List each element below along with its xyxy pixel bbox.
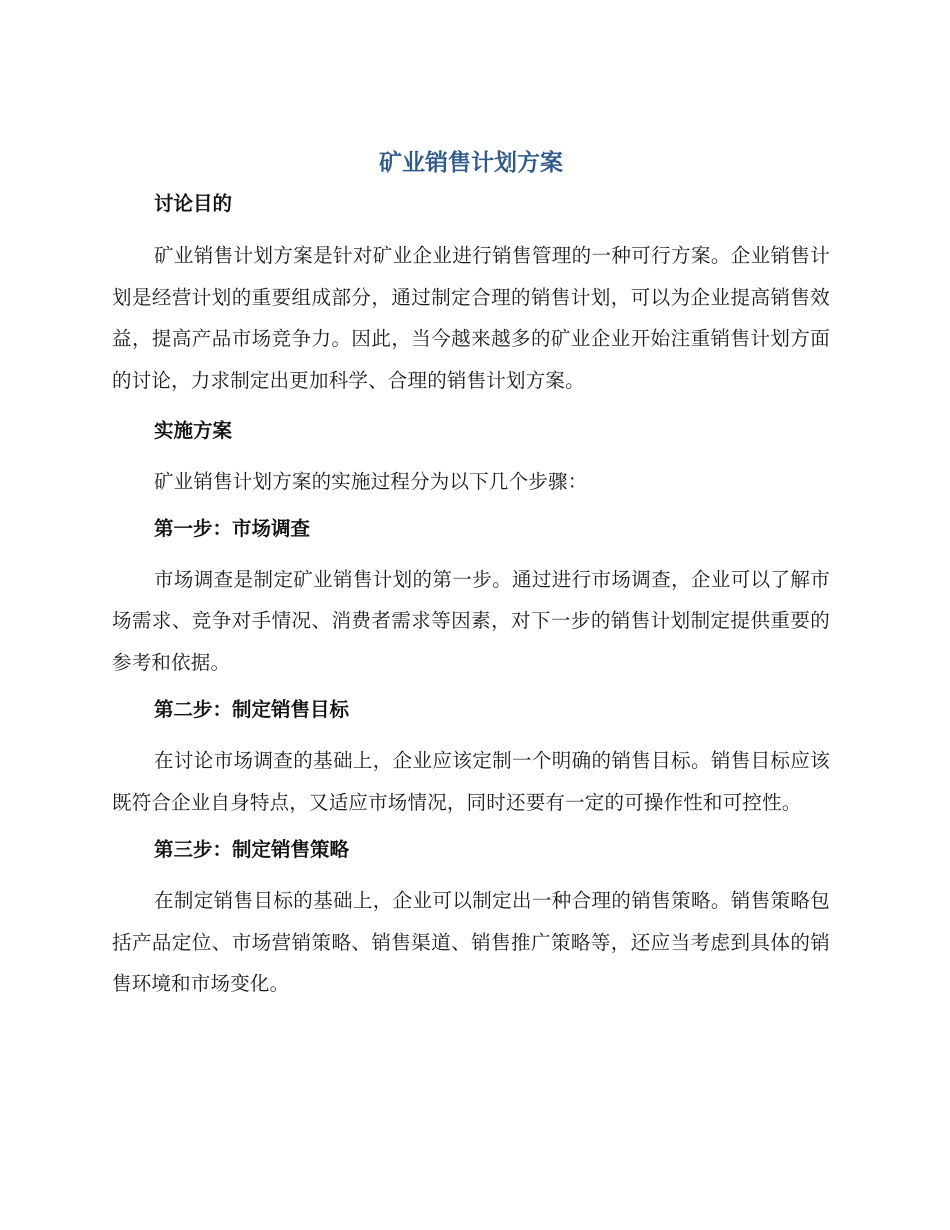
section-body-implementation: 矿业销售计划方案的实施过程分为以下几个步骤： [154,470,588,493]
document-page [112,146,830,1005]
section-body-step1: 市场调查是制定矿业销售计划的第一步。通过进行市场调查，企业可以了解市场需求、竞争对手情况、消费者需求等因素，对下一步的销售计划制定提供重要的参考和依据。 [112,567,830,674]
section-heading-step1: 第一步：市场调查 [154,516,311,540]
section-heading-implementation: 实施方案 [154,419,233,442]
section-heading-step2: 第二步：制定销售目标 [154,698,350,721]
section-body-purpose: 矿业销售计划方案是针对矿业企业进行销售管理的一种可行方案。企业销售计划是经营计划的重要组成部分，通过制定合理的销售计划，可以为企业提高销售效益，提高产品市场竞争力。因此，当今越来越多的矿业企业开始注重销售计划方面的讨论，力求制定出更加科学、合理的销售计划方案。 [112,244,830,392]
section-heading-purpose: 讨论目的 [154,192,233,215]
section-body-step2: 在讨论市场调查的基础上，企业应该定制一个明确的销售目标。销售目标应该既符合企业自身特点，又适应市场情况，同时还要有一定的可操作性和可控性。 [112,749,830,814]
section-heading-step3: 第三步：制定销售策略 [154,838,350,861]
section-body-step3: 在制定销售目标的基础上，企业可以制定出一种合理的销售策略。销售策略包括产品定位、市场营销策略、销售渠道、销售推广策略等，还应当考虑到具体的销售环境和市场变化。 [112,889,830,995]
document-title: 矿业销售计划方案 [379,150,563,176]
